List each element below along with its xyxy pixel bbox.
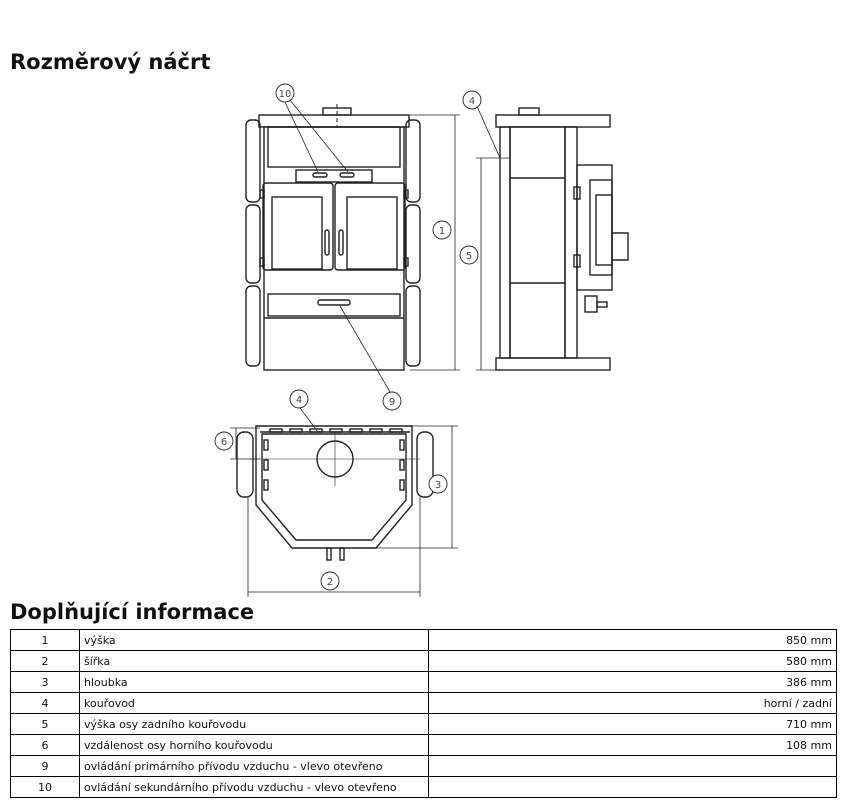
- cell-label: ovládání primárního přívodu vzduchu - vlevo otevřeno: [80, 756, 429, 777]
- cell-num: 1: [11, 630, 80, 651]
- front-view: [246, 100, 460, 392]
- cell-label: vzdálenost osy horního kouřovodu: [80, 735, 429, 756]
- top-view: [230, 408, 458, 597]
- cell-label: výška: [80, 630, 429, 651]
- table-row: [11, 777, 837, 798]
- callout-10: 10: [278, 89, 292, 100]
- cell-value: 580 mm: [429, 651, 837, 672]
- cell-value: 386 mm: [429, 672, 837, 693]
- callout-2: 2: [326, 577, 334, 588]
- cell-num: 2: [11, 651, 80, 672]
- callout-6: 6: [220, 437, 228, 448]
- callouts: [215, 84, 481, 590]
- cell-value: horní / zadní: [429, 693, 837, 714]
- cell-label: výška osy zadního kouřovodu: [80, 714, 429, 735]
- table-row: [11, 735, 837, 756]
- cell-num: 9: [11, 756, 80, 777]
- callout-3: 3: [434, 480, 442, 491]
- callout-4: 4: [295, 395, 303, 406]
- side-view: [476, 104, 628, 370]
- callout-9: 9: [388, 397, 396, 408]
- callout-5: 5: [465, 251, 473, 262]
- table-row: [11, 714, 837, 735]
- cell-value: 710 mm: [429, 714, 837, 735]
- cell-value: 108 mm: [429, 735, 837, 756]
- cell-num: 4: [11, 693, 80, 714]
- info-table: [10, 629, 837, 798]
- cell-num: 5: [11, 714, 80, 735]
- section-title-sketch: Rozměrový náčrt: [10, 50, 211, 74]
- cell-label: šířka: [80, 651, 429, 672]
- cell-label: kouřovod: [80, 693, 429, 714]
- table-row: [11, 672, 837, 693]
- callout-1: 1: [438, 226, 446, 237]
- table-row: [11, 756, 837, 777]
- callout-4: 4: [468, 96, 476, 107]
- table-row: [11, 630, 837, 651]
- cell-value: [429, 756, 837, 777]
- table-row: [11, 651, 837, 672]
- cell-value: 850 mm: [429, 630, 837, 651]
- section-title-info: Doplňující informace: [10, 600, 255, 624]
- cell-label: hloubka: [80, 672, 429, 693]
- table-row: [11, 693, 837, 714]
- cell-num: 3: [11, 672, 80, 693]
- cell-num: 10: [11, 777, 80, 798]
- cell-value: [429, 777, 837, 798]
- cell-label: ovládání sekundárního přívodu vzduchu - vlevo otevřeno: [80, 777, 429, 798]
- cell-num: 6: [11, 735, 80, 756]
